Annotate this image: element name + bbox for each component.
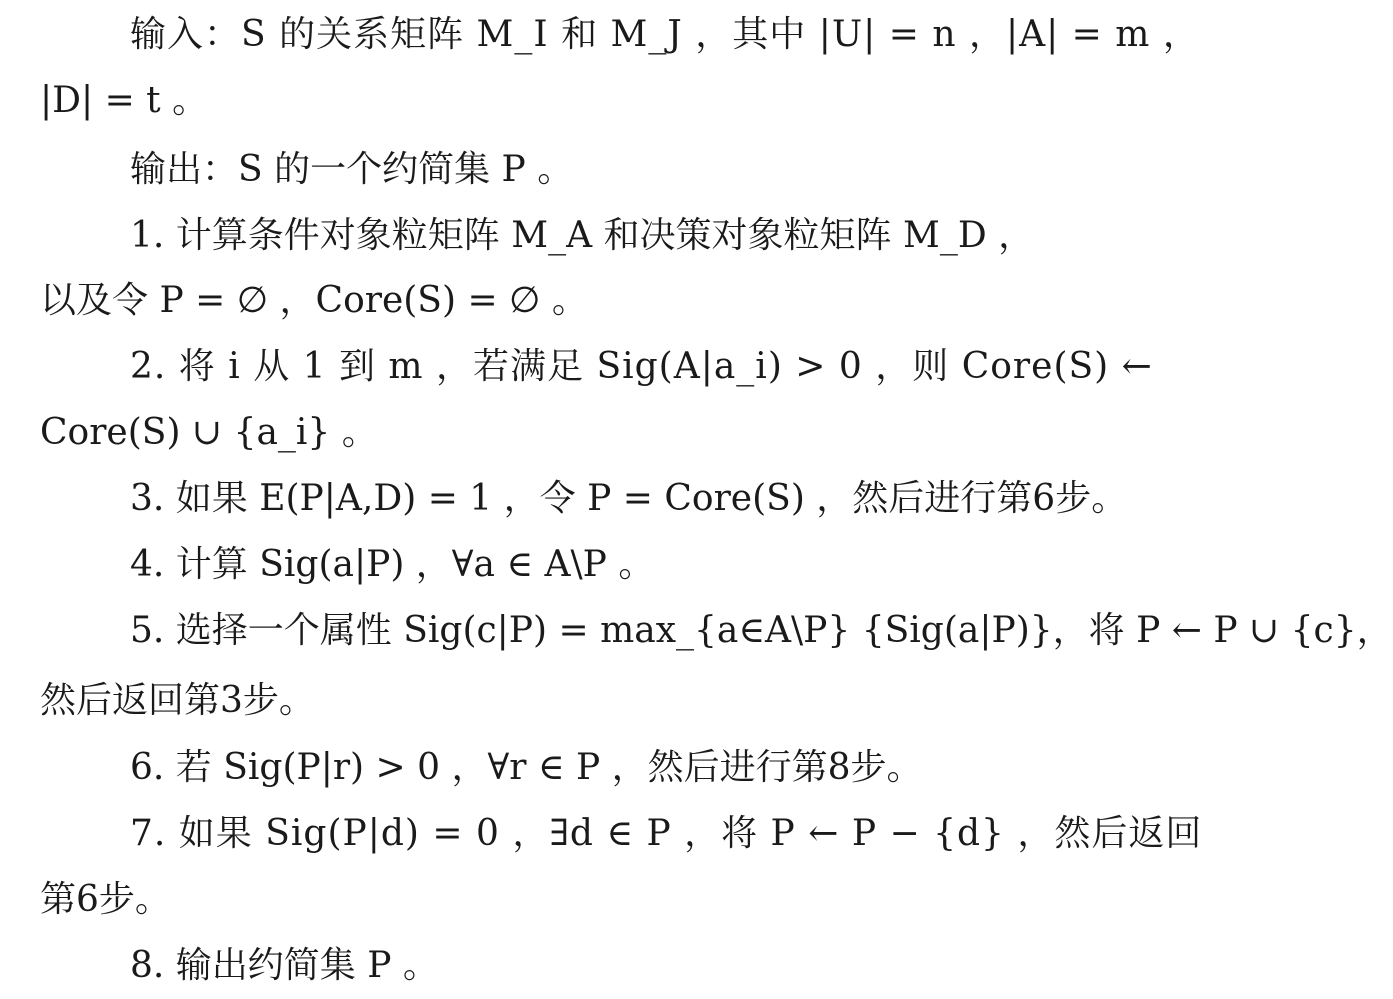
step-1-continuation: 以及令 P = ∅ ，Core(S) = ∅ 。 (40, 280, 588, 321)
step-7-line: 7. 如果 Sig(P|d) = 0 ，∃d ∈ P ，将 P ← P − {d} ，然后返回 (130, 813, 1203, 854)
step-8-line: 8. 输出约简集 P 。 (130, 945, 439, 986)
step-7-continuation: 第6步。 (40, 879, 171, 920)
step-1-line: 1. 计算条件对象粒矩阵 M_A 和决策对象粒矩阵 M_D ， (130, 215, 1035, 256)
output-line: 输出：S 的一个约简集 P 。 (130, 149, 574, 190)
step-5-line: 5. 选择一个属性 Sig(c|P) = max_{a∈A\P} {Sig(a|P)}，将 P ← P ∪ {c}， (130, 610, 1393, 651)
step-6-line: 6. 若 Sig(P|r) > 0 ，∀r ∈ P ，然后进行第8步。 (130, 747, 923, 788)
input-line-continuation: |D| = t 。 (40, 80, 209, 121)
step-5-continuation: 然后返回第3步。 (40, 680, 315, 721)
input-line: 输入：S 的关系矩阵 M_I 和 M_J ，其中 |U| = n ，|A| = m ， (130, 14, 1200, 55)
step-3-line: 3. 如果 E(P|A,D) = 1 ，令 P = Core(S) ，然后进行第6步。 (130, 478, 1128, 519)
step-4-line: 4. 计算 Sig(a|P) ，∀a ∈ A\P 。 (130, 544, 655, 585)
step-2-line: 2. 将 i 从 1 到 m ，若满足 Sig(A|a_i) > 0 ，则 Core(S) ← (130, 346, 1153, 387)
step-2-continuation: Core(S) ∪ {a_i} 。 (40, 412, 378, 453)
